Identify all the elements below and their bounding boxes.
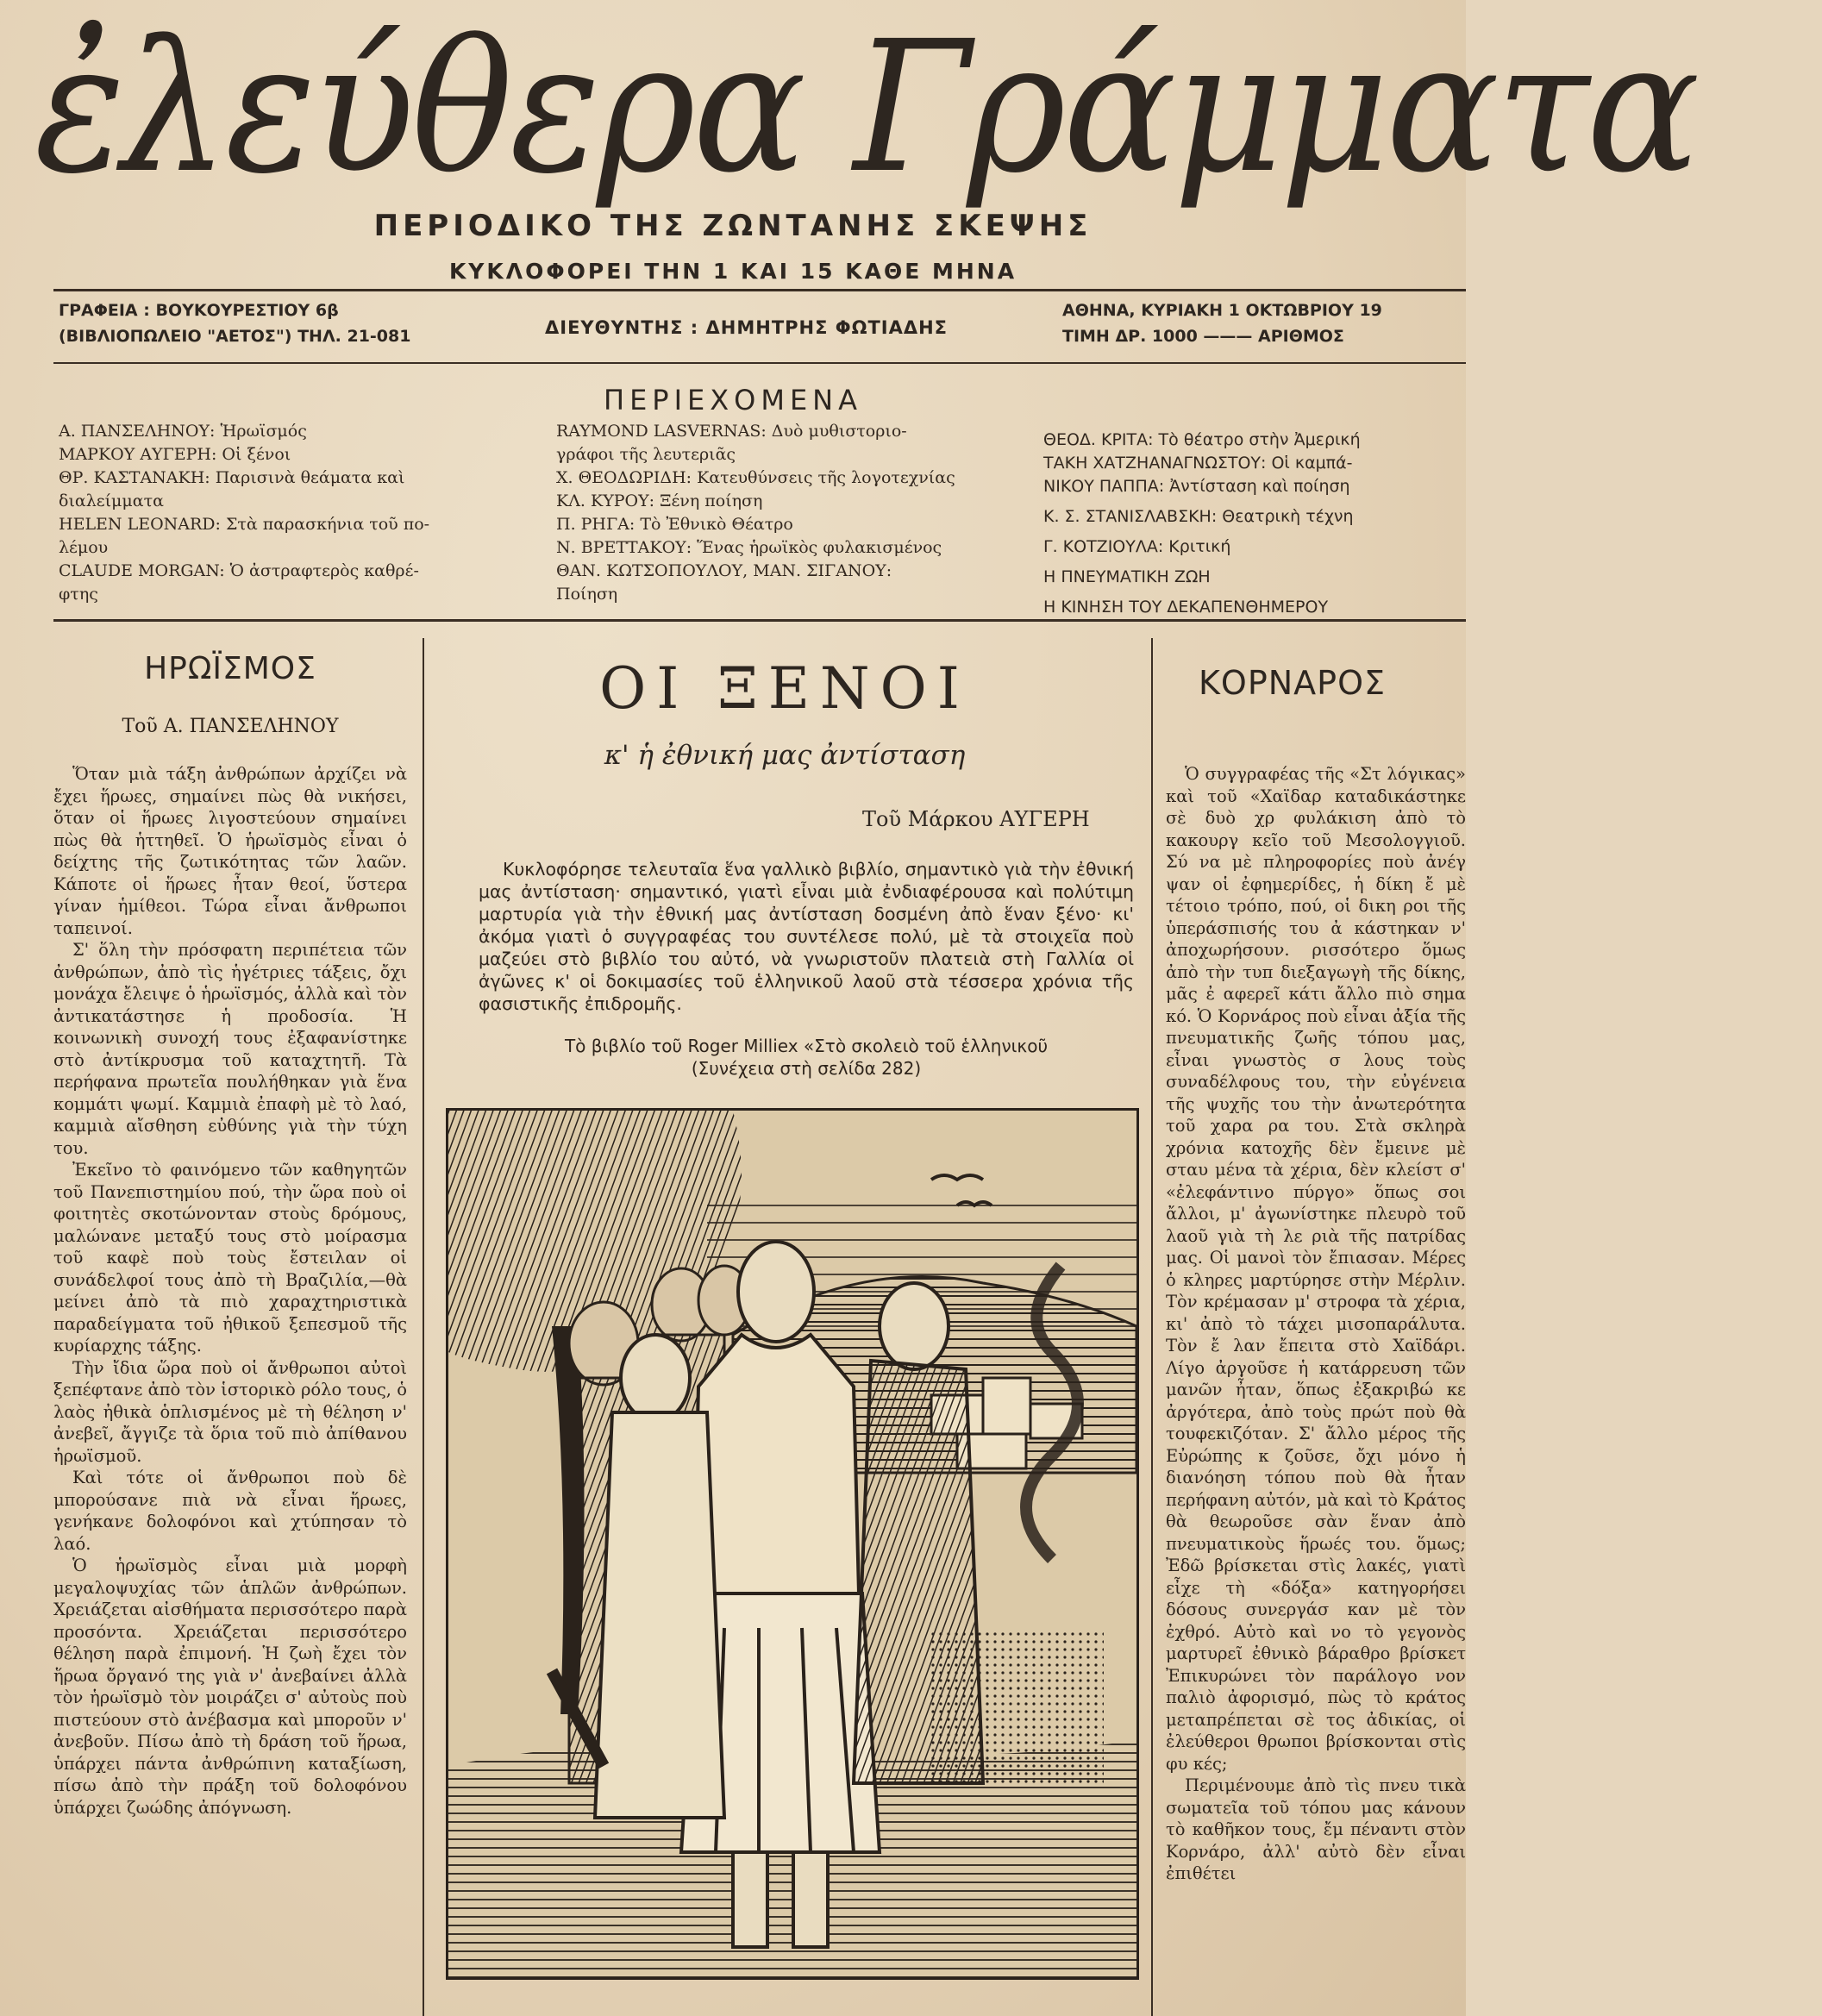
article-paragraph: Ἐκεῖνο τὸ φαινόμενο τῶν καθηγητῶν τοῦ Πανεπιστημίου πού, τὴν ὥρα ποὺ οἱ φοιτητὲς σκοτώνονταν στοὺς δρόμους, μαλώνανε μεταξύ τους στὸ μοίρασμα τοῦ καφὲ ποὺ τοὺς ἔστειλαν οἱ συνάδελφοί τους ἀπὸ τὴ Βραζιλία,—θὰ μείνει ἀπὸ τὰ πιὸ χαραχτηριστικὰ παραδείγματα τοῦ ἠθικοῦ ξεπεσμοῦ τῆς κυρίαρχης τάξης. bbox=[53, 1160, 407, 1355]
contents-entry: Α. ΠΑΝΣΕΛΗΝΟΥ: Ἡρωϊσμός bbox=[59, 422, 307, 441]
masthead-title: ἐλεύθερα Γράμματα bbox=[34, 2, 1697, 213]
contents-entry: ΜΑΡΚΟΥ ΑΥΓΕΡΗ: Οἱ ξένοι bbox=[59, 445, 291, 464]
contents-entry: Γ. ΚΟΤΖΙΟΥΛΑ: Κριτική bbox=[1043, 537, 1231, 556]
masthead bbox=[34, 2, 1697, 216]
article-paragraph: Κυκλοφόρησε τελευταῖα ἕνα γαλλικὸ βιβλίο, σημαντικὸ γιὰ τὴν ἐθνική μας ἀντίσταση· σημαντικό, γιατὶ εἶναι μιὰ ἐνδιαφέρουσα καὶ πολύτιμη μαρτυρία γιὰ τὴν ἐθνική μας ἀντίσταση δοσμένη ἀπὸ ἕναν ξένο· κι' ἀκόμα γιατὶ ὁ συγγραφέας του συντέλεσε πολύ, μὲ τὰ στοιχεῖα ποὺ μαζεύει στὸ βιβλίο του αὐτό, νὰ γνωριστοῦν πλατειὰ στὴ Γαλλία οἱ ἀγῶνες κ' οἱ δοκιμασίες τοῦ ἑλληνικοῦ λαοῦ στὰ τέσσερα χρόνια τῆς φασιστικῆς ἐπιδρομῆς. bbox=[479, 859, 1134, 1014]
article-paragraph: Ὁ ἡρωϊσμὸς εἶναι μιὰ μορφὴ μεγαλοψυχίας τῶν ἁπλῶν ἀνθρώπων. Χρειάζεται αἰσθήματα περισσότερο παρὰ προσόντα. Χρειάζεται περισσότερο θέληση παρὰ ἐπιμονή. Ἡ ζωὴ ἔχει τὸν ἥρωα ὄργανό της γιὰ ν' ἀνεβαίνει ἀλλὰ τὸν ἡρωϊσμὸ τὸν μοιράζει σ' αὐτοὺς ποὺ πιστεύουν στὸ ἀνέβασμα καὶ μποροῦν ν' ἀνεβοῦν. Πίσω ἀπὸ τὴ δράση τοῦ ἥρωα, ὑπάρχει πάντα ἀνθρώπινη καταξίωση, πίσω ἀπὸ τὴν πράξη τοῦ δολοφόνου ὑπάρχει ζωώδης ἀπόγνωση. bbox=[53, 1556, 407, 1818]
article-paragraph: Σ' ὅλη τὴν πρόσφατη περιπέτεια τῶν ἀνθρώπων, ἀπὸ τὶς ἡγέτριες τάξεις, ὄχι μονάχα ἔλειψε ὁ ἡρωϊσμός, ἀλλὰ καὶ τὸν ἀντικατάστησε ἡ προδοσία. Ἡ κοινωνικὴ συνοχή τους ἐξαφανίστηκε στὸ ἀντίκρυσμα τοῦ καταχτητῆ. Τὰ περήφανα πρωτεῖα πουλήθηκαν γιὰ ἕνα κομμάτι ψωμί. Καμμιὰ ἐπαφὴ μὲ τὸ λαό, καμμιὰ αἴσθηση εὐθύνης γιὰ τὴν τύχη του. bbox=[53, 940, 407, 1158]
contents-entry: Η ΚΙΝΗΣΗ ΤΟΥ ΔΕΚΑΠΕΝΘΗΜΕΡΟΥ bbox=[1043, 598, 1329, 617]
contents-entry: ΘΕΟΔ. ΚΡΙΤΑ: Τὸ θέατρο στὴν Ἀμερική bbox=[1043, 430, 1361, 449]
article-byline-heroism: Τοῦ Α. ΠΑΝΣΕΛΗΝΟΥ bbox=[122, 716, 339, 737]
woodcut-illustration-art bbox=[448, 1111, 1136, 1977]
article-body-foreigners bbox=[479, 858, 1134, 1015]
offices-info bbox=[59, 297, 410, 349]
offices-address: ΓΡΑΦΕΙΑ : ΒΟΥΚΟΥΡΕΣΤΙΟΥ 6β bbox=[59, 301, 339, 320]
contents-entry: Ν. ΒΡΕΤΤΑΚΟΥ: Ἕνας ἡρωϊκὸς φυλακισμένος bbox=[556, 538, 942, 557]
article-heading-foreigners: ΟΙ ΞΕΝΟΙ bbox=[599, 655, 970, 722]
column-divider-left bbox=[423, 638, 424, 2016]
contents-left-column bbox=[59, 420, 524, 606]
contents-entry: ΚΛ. ΚΥΡΟΥ: Ξένη ποίηση bbox=[556, 491, 763, 510]
contents-entry: Κ. Σ. ΣΤΑΝΙΣΛΑΒΣΚΗ: Θεατρικὴ τέχνη bbox=[1043, 507, 1354, 526]
contents-middle-column bbox=[556, 420, 1022, 606]
contents-title: ΠΕΡΙΕΧΟΜΕΝΑ bbox=[604, 384, 862, 416]
issue-price: ΤΙΜΗ ΔΡ. 1000 ——— ΑΡΙΘΜΟΣ bbox=[1062, 327, 1344, 346]
article-paragraph: Ὁ συγγραφέας τῆς «Στ λόγικας» καὶ τοῦ «Χαϊδαρ καταδικάστηκε σὲ δυὸ χρ φυλάκιση ἀπὸ τὸ κακουργ κεῖο τοῦ Μεσολογγιοῦ. Σύ να μὲ πληροφορίες ποὺ ἀνέγ ψαν οἱ ἐφημερίδες, ἡ δίκη ἔ μὲ τέτοιο τρόπο, πού, οἱ δικη ροι τῆς ὑπεράσπισής του ἀ κάστηκαν ν' ἀποχωρήσουν. ρισσότερο ὅμως ἀπὸ τὴν τυπ διεξαγωγὴ τῆς δίκης, μᾶς ἐ αφερεῖ κάτι ἄλλο πιὸ σημα κό. Ὁ Κορνάρος ποὺ εἶναι ἀξία τῆς πνευματικῆς ζωῆς τόπου μας, εἶναι γνωστὸς σ λους τοὺς συναδέλφους του, τὴν εὐγένεια τῆς ψυχῆς του τὴν ἀνωτερότητα τοῦ χαρα ρα του. Στὰ σκληρὰ χρόνια κατοχῆς δὲν ἔμεινε μὲ σταυ μένα τὰ χέρια, δὲν κλείστ σ' «ἐλεφάντινο πύργο» ὅπως σοι ἄλλοι, μ' ἀγωνίστηκε πλευρὸ τοῦ λαοῦ γιὰ τὴ λε ριὰ τῆς πατρίδας μας. Οἱ μανοὶ τὸν ἔπιασαν. Μέρες ὁ κληρες μαρτύρησε στὴν Μέρλιν. Τὸν κρέμασαν μ' στροφα τὰ χέρια, κι' ἀπὸ τὸ τάχει μισοπαράλυτα. Τὸν ἔ λαν ἔπειτα στὸ Χαϊδάρι. Λίγο ἀργοῦσε ἡ κατάρρευση τῶν μανῶν ἦταν, ὅπως ἐξακριβώ κε ἀργότερα, ἀπὸ τοὺς πρώτ ποὺ θὰ τουφεκιζόταν. Σ' ἄλλο μέρος τῆς Εὐρώπης κ ζοῦσε, ὄχι μόνο ἡ διανόηση τόπου ποὺ θὰ ἦταν περήφανη αὐτόν, μὰ καὶ τὸ Κράτος θὰ θεωροῦσε σὰν ἕναν ἀπὸ πνευματικοὺς ἥρωές του. ὅμως; Ἐδῶ βρίσκεται στὶς λακές, γιατὶ εἶχε τὴ «δόξα» κατηγορήσει δόσους συνεργάσ καν μὲ τὸν ἐχθρό. Αὐτὸ καὶ νο τὸ γεγονὸς μαρτυρεῖ ἐθνικὸ βάραθρο βρίσκετ Ἐπικυρώνει τὸν παράλογο νον παλιὸ ἀφορισμό, πὼς τὸ κράτος μεταπρέπεται σὲ τος ἀδικίας, οἱ ἐλεύθεροι θρωποι βρίσκονται στὶς φυ κές; bbox=[1166, 764, 1466, 1774]
publication-frequency: ΚΥΚΛΟΦΟΡΕΙ ΤΗΝ 1 ΚΑΙ 15 ΚΑΘΕ ΜΗΝΑ bbox=[448, 259, 1017, 284]
contents-entry: RAYMOND LASVERNAS: Δυὸ μυθιστοριο- bbox=[556, 422, 907, 441]
book-title-note: Τὸ βιβλίο τοῦ Roger Milliex «Στὸ σκολειὸ τοῦ ἑλληνικοῦ bbox=[564, 1036, 1049, 1056]
contents-entry: γράφοι τῆς λευτεριᾶς bbox=[556, 445, 736, 464]
contents-entry: ΝΙΚΟΥ ΠΑΠΠΑ: Ἀντίσταση καὶ ποίηση bbox=[1043, 477, 1350, 496]
article-continuation bbox=[479, 1035, 1134, 1080]
contents-entry: Η ΠΝΕΥΜΑΤΙΚΗ ΖΩΗ bbox=[1043, 567, 1211, 586]
article-paragraph: Ὅταν μιὰ τάξη ἀνθρώπων ἀρχίζει νὰ ἔχει ἥρωες, σημαίνει πὼς θὰ νικήσει, ὅταν οἱ ἥρωες λιγοστεύουν σημαίνει πὼς θὰ ἡττηθεῖ. Ὁ ἡρωϊσμὸς εἶναι ὁ δείχτης τῆς ζωτικότητας τῶν λαῶν. Κάποτε οἱ ἥρωες ἦταν θεοί, ὕστερα γίναν ἡμίθεοι. Τώρα εἶναι ἄνθρωποι ταπεινοί. bbox=[53, 764, 407, 938]
article-heading-heroism: ΗΡΩΪΣΜΟΣ bbox=[144, 651, 316, 686]
woodcut-illustration bbox=[446, 1108, 1139, 1980]
bookshop-phone: (ΒΙΒΛΙΟΠΩΛΕΙΟ "ΑΕΤΟΣ") ΤΗΛ. 21-081 bbox=[59, 327, 411, 346]
issue-info bbox=[1062, 297, 1466, 349]
contents-entry: διαλείμματα bbox=[59, 491, 164, 510]
contents-entry: ΘΡ. ΚΑΣΤΑΝΑΚΗ: Παρισινὰ θεάματα καὶ bbox=[59, 468, 405, 487]
director-info: ΔΙΕΥΘΥΝΤΗΣ : ΔΗΜΗΤΡΗΣ ΦΩΤΙΑΔΗΣ bbox=[545, 317, 949, 338]
contents-entry: ΤΑΚΗ ΧΑΤΖΗΑΝΑΓΝΩΣΤΟΥ: Οἱ καμπά- bbox=[1043, 454, 1353, 473]
contents-right-column bbox=[1043, 420, 1466, 619]
article-body-kornaros bbox=[1166, 763, 1466, 1885]
contents-entry: φτης bbox=[59, 585, 98, 604]
article-paragraph: Τὴν ἴδια ὥρα ποὺ οἱ ἄνθρωποι αὐτοὶ ξεπέφτανε ἀπὸ τὸν ἱστορικὸ ρόλο τους, ὁ λαὸς ἠθικὰ ὁπλισμένος μὲ τὴ θέληση ν' ἀνεβεῖ, ἄγγιζε τὰ ὅρια τοῦ πιὸ ἀπίθανου ἡρωϊσμοῦ. bbox=[53, 1357, 407, 1466]
top-rule bbox=[53, 289, 1466, 291]
article-byline-foreigners: Τοῦ Μάρκου ΑΥΓΕΡΗ bbox=[862, 807, 1090, 831]
article-paragraph: Περιμένουμε ἀπὸ τὶς πνευ τικὰ σωματεῖα τοῦ τόπου μας κάνουν τὸ καθῆκον τους, ἔμ πέναντι στὸν Κορνάρο, ἀλλ' αὐτὸ δὲν εἶναι ἐπιθέτει bbox=[1166, 1775, 1466, 1883]
contents-rule bbox=[53, 619, 1466, 622]
contents-entry: Ποίηση bbox=[556, 585, 618, 604]
info-rule bbox=[53, 362, 1466, 364]
contents-entry: CLAUDE MORGAN: Ὁ ἀστραφτερὸς καθρέ- bbox=[59, 561, 419, 580]
contents-entry: Χ. ΘΕΟΔΩΡΙΔΗ: Κατευθύνσεις τῆς λογοτεχνίας bbox=[556, 468, 955, 487]
article-heading-kornaros: ΚΟΡΝΑΡΟΣ bbox=[1199, 664, 1386, 702]
article-paragraph: Καὶ τότε οἱ ἄνθρωποι ποὺ δὲ μπορούσανε πιὰ νὰ εἶναι ἥρωες, γενήκανε δολοφόνοι καὶ χτύπησαν τὸ λαό. bbox=[53, 1468, 407, 1554]
masthead-subtitle: ΠΕΡΙΟΔΙΚΟ ΤΗΣ ΖΩΝΤΑΝΗΣ ΣΚΕΨΗΣ bbox=[373, 209, 1093, 243]
article-subheading-foreigners: κ' ἡ ἐθνική μας ἀντίσταση bbox=[604, 740, 966, 771]
issue-date: ΑΘΗΝΑ, ΚΥΡΙΑΚΗ 1 ΟΚΤΩΒΡΙΟΥ 19 bbox=[1062, 301, 1382, 320]
article-body-heroism bbox=[53, 763, 407, 1819]
column-divider-right bbox=[1151, 638, 1153, 2016]
contents-entry: λέμου bbox=[59, 538, 109, 557]
contents-entry: ΘΑΝ. ΚΩΤΣΟΠΟΥΛΟΥ, ΜΑΝ. ΣΙΓΑΝΟΥ: bbox=[556, 561, 892, 580]
contents-entry: Π. ΡΗΓΑ: Τὸ Ἐθνικὸ Θέατρο bbox=[556, 515, 793, 534]
contents-entry: HELEN LEONARD: Στὰ παρασκήνια τοῦ πο- bbox=[59, 515, 430, 534]
continued-on-page: (Συνέχεια στὴ σελίδα 282) bbox=[691, 1058, 922, 1079]
